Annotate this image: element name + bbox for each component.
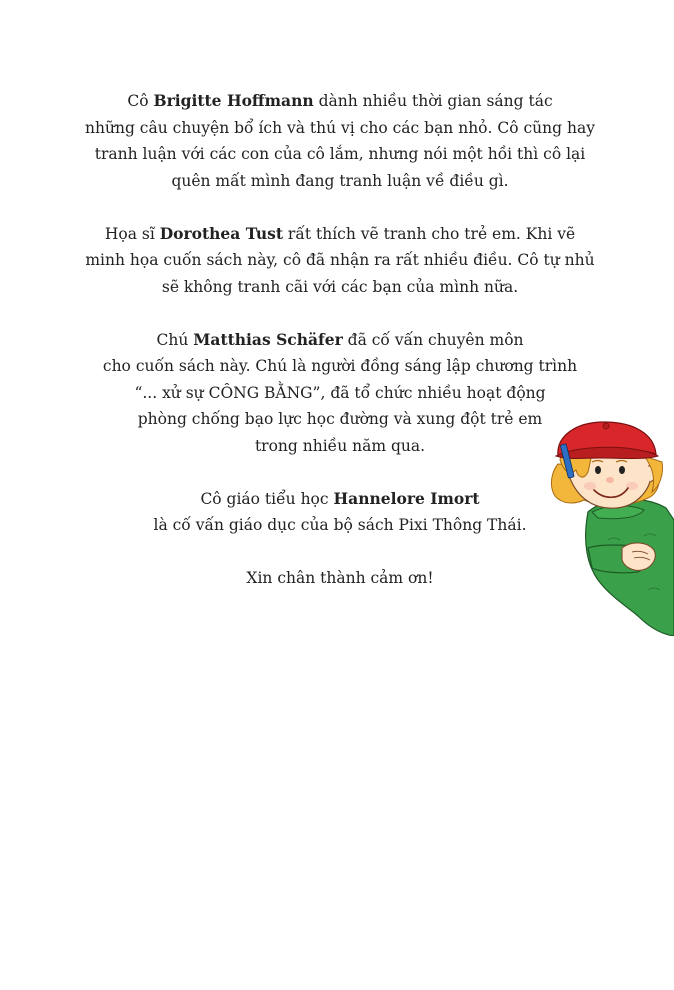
consultant-line-2: cho cuốn sách này. Chú là người đồng sáng lập chương trình [102, 357, 578, 375]
author-line-1: Cô Brigitte Hoffmann dành nhiều thời gian sáng tác [127, 91, 553, 110]
author-line-3: tranh luận với các con của cô lắm, nhưng nói một hồi thì cô lại [94, 145, 586, 163]
author-paragraph [40, 88, 640, 194]
consultant-line-1: Chú Matthias Schäfer đã cố vấn chuyên môn [156, 329, 524, 349]
illustrator-line-3: sẽ không tranh cãi với các bạn của mình nữa. [161, 277, 519, 296]
consultant-line-5: trong nhiều năm qua. [254, 436, 426, 455]
right-eye [619, 466, 625, 474]
nose [606, 477, 614, 483]
hand [622, 543, 655, 570]
illustrator-name: Dorothea Tust [159, 223, 283, 243]
educator-line-1: Cô giáo tiểu học Hannelore Imort [200, 488, 480, 508]
consultant-line-4: phòng chống bạo lực học đường và xung đột trẻ em [137, 410, 543, 428]
cap-button [603, 423, 609, 429]
illustrator-line-1: Họa sĩ Dorothea Tust rất thích vẽ tranh cho trẻ em. Khi vẽ [104, 223, 576, 243]
illustrator-line-2: minh họa cuốn sách này, cô đã nhận ra rất nhiều điều. Cô tự nhủ [85, 251, 595, 269]
thanks-line: Xin chân thành cảm ơn! [246, 569, 434, 587]
cheek-left [584, 482, 596, 490]
boy-with-red-cap-icon [548, 420, 674, 636]
author-line-4: quên mất mình đang tranh luận về điều gì. [171, 171, 509, 190]
consultant-name: Matthias Schäfer [193, 329, 343, 349]
left-eye [595, 466, 601, 474]
author-line-2: những câu chuyện bổ ích và thú vị cho các bạn nhỏ. Cô cũng hay [85, 118, 595, 137]
educator-name: Hannelore Imort [333, 488, 480, 508]
consultant-line-3: “... xử sự CÔNG BẰNG”, đã tổ chức nhiều hoạt động [134, 383, 546, 402]
author-name: Brigitte Hoffmann [153, 91, 314, 110]
illustrator-paragraph [40, 221, 640, 301]
educator-line-2: là cố vấn giáo dục của bộ sách Pixi Thông Thái. [153, 516, 527, 534]
